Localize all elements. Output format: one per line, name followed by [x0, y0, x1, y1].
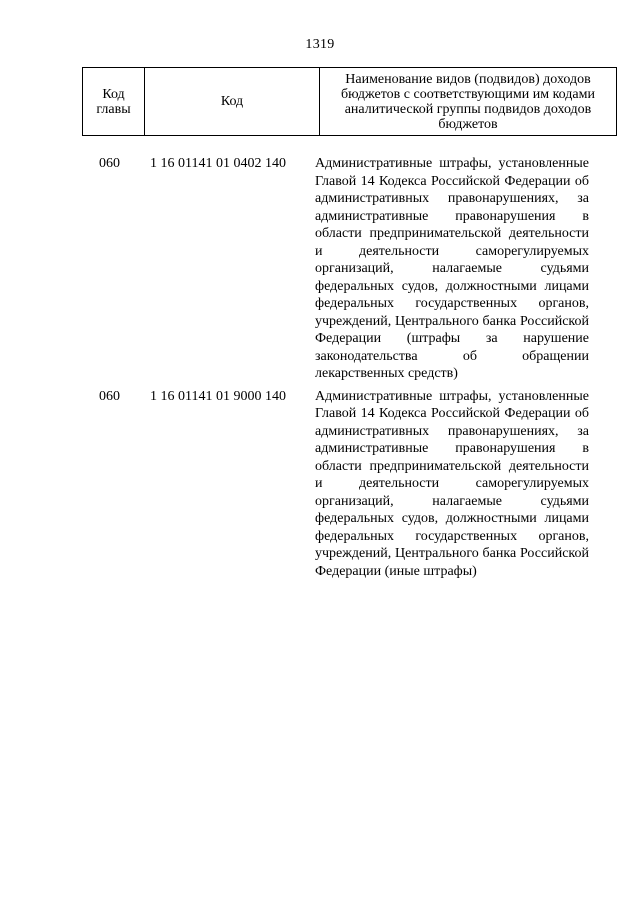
- row-name: Административные штрафы, установленные Главой 14 Кодекса Российской Федерации об административных правонарушениях, за административные правонарушения в области предпринимательской деятельности и деятельности саморегулируемых организаций, налагаемые судьями федеральных судов, должностными лицами федеральных государственных органов, учреждений, Центрального банка Российской Федерации (штрафы за нарушение законодательства об обращении лекарственных средств): [315, 156, 589, 381]
- header-chapter-code: Код главы: [83, 68, 145, 136]
- page-number: 1319: [305, 37, 335, 52]
- row-chapter-code: 060: [99, 388, 120, 404]
- row-code: [137, 152, 312, 171]
- table-header: [82, 67, 617, 136]
- row-chapter-code: 060: [99, 156, 120, 171]
- table-row: [82, 385, 589, 581]
- table-row: [82, 152, 589, 383]
- table-body: [82, 152, 589, 582]
- row-name: Административные штрафы, установленные Главой 14 Кодекса Российской Федерации об административных правонарушениях, за административные правонарушения в области предпринимательской деятельности и деятельности саморегулируемых организаций, налагаемые судьями федеральных судов, должностными лицами федеральных государственных органов, учреждений, Центрального банка Российской Федерации (иные штрафы): [315, 388, 589, 579]
- header-name: Наименование видов (подвидов) доходов бюджетов с соответствующими им кодами аналитической группы подвидов доходов бюджетов: [320, 68, 617, 136]
- row-code-text: 1 16 01141 01 9000 140: [150, 388, 286, 404]
- row-code: [137, 385, 312, 404]
- header-code: Код: [145, 68, 320, 136]
- row-code-text: 1 16 01141 01 0402 140: [150, 156, 286, 171]
